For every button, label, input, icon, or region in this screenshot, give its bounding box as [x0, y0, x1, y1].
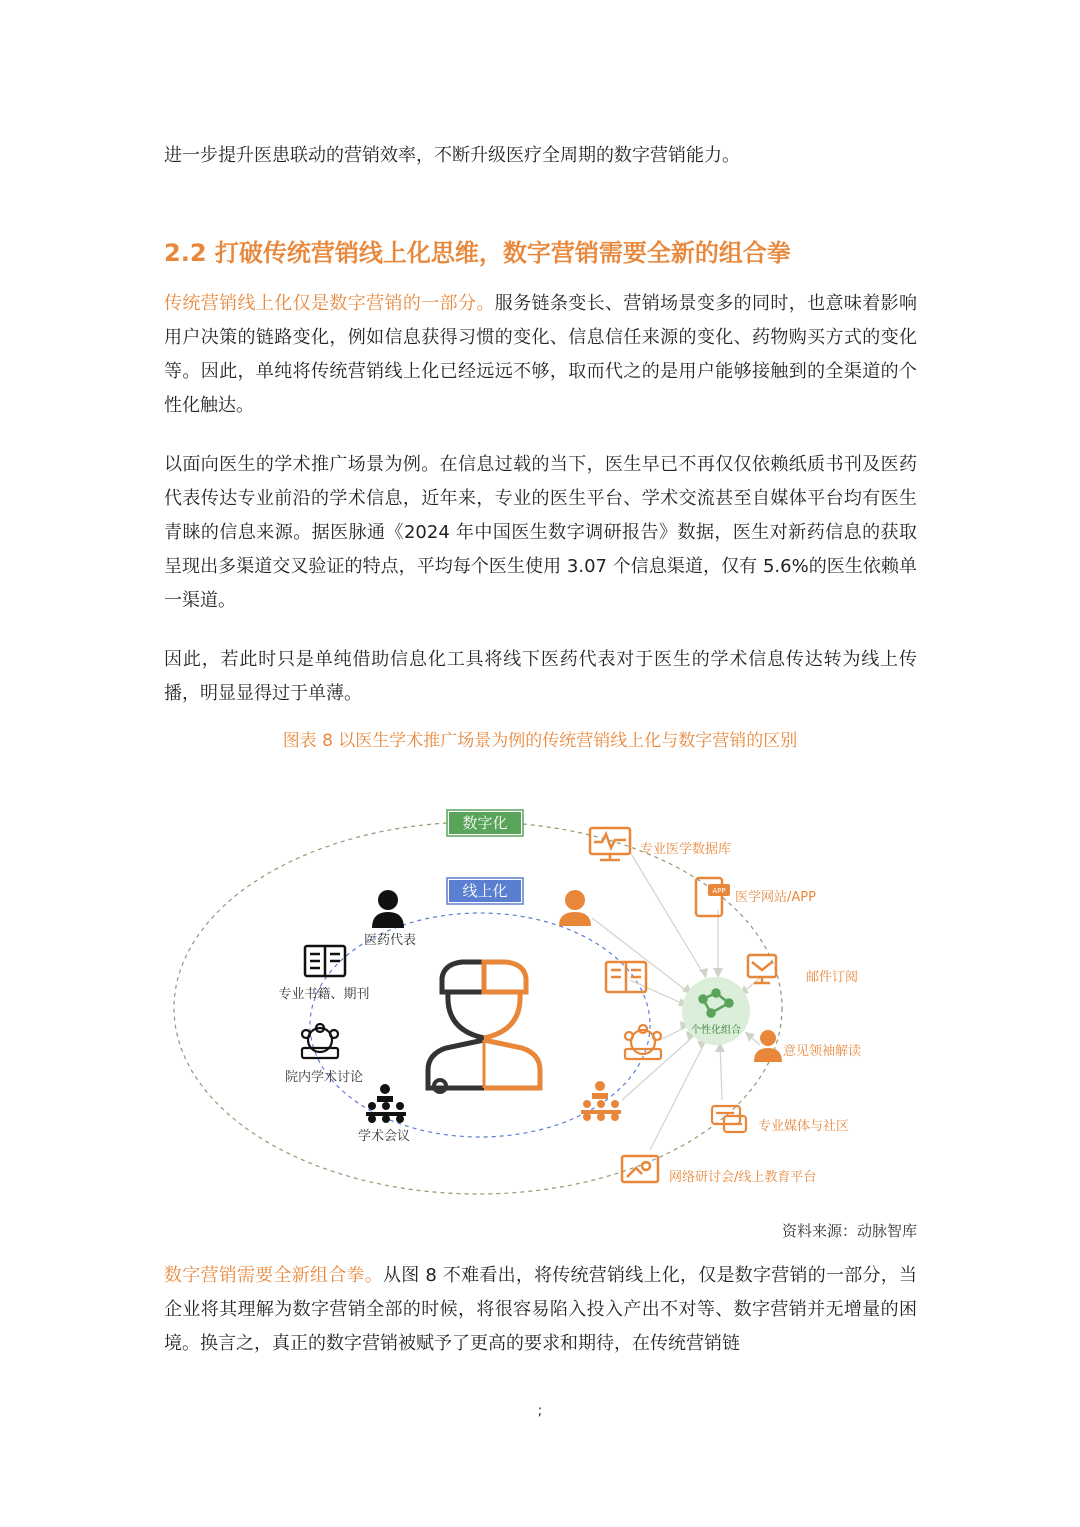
arrow-webinar — [650, 1040, 706, 1150]
page-number: ; — [537, 1403, 543, 1419]
offline-conference-label: 学术会议 — [357, 1129, 411, 1144]
paragraph-4-lead: 数字营销需要全新组合拳。 — [164, 1265, 383, 1286]
app-badge: APP — [712, 887, 726, 895]
digital-media-label: 专业媒体与社区 — [758, 1119, 850, 1134]
source-note: 资料来源：动脉智库 — [781, 1222, 917, 1240]
paragraph-1-body: 服务链条变长、营销场景变多的同时，也意味着影响用户决策的链路变化，例如信息获得习惯的变化、信息信任来源的变化、药物购买方式的变化等。因此，单纯将传统营销线上化已经远远不够，取而代之的是用户能够接触到的全渠道的个性化触达。 — [164, 293, 917, 416]
email-icon — [748, 955, 776, 983]
offline-discussion-label: 院内学术讨论 — [284, 1070, 364, 1085]
discussion-icon — [302, 1024, 338, 1058]
conference-icon — [366, 1084, 406, 1123]
online-book-icon — [606, 962, 646, 992]
online-conference-icon — [581, 1081, 621, 1121]
digital-webinar-label: 网络研讨会/线上教育平台 — [669, 1170, 817, 1185]
section-heading — [164, 233, 791, 268]
intro-paragraph: 进一步提升医患联动的营销效率，不断升级医疗全周期的数字营销能力。 — [164, 145, 740, 166]
paragraph-2: 以面向医生的学术推广场景为例。在信息过载的当下，医生早已不再仅仅依赖纸质书刊及医药代表传达专业前沿的学术信息，近年来，专业的医生平台、学术交流甚至自媒体平台均有医生青睐的信息来源。据医脉通《2024 年中国医生数字调研报告》数据，医生对新药信息的获取呈现出多渠道交叉验证的特点，平均每个医生使用 3.07 个信息渠道，仅有 5.6%的医生依赖单一渠道。 — [164, 454, 917, 611]
arrow-conference — [622, 1034, 696, 1100]
offline-rep-label: 医药代表 — [363, 933, 417, 948]
digital-label: 数字化 — [462, 814, 508, 832]
online-discussion-icon — [625, 1025, 661, 1059]
website-app-icon — [696, 878, 730, 916]
online-label: 线上化 — [462, 882, 508, 900]
digital-kol-label: 意见领袖解读 — [783, 1044, 862, 1059]
digital-email-label: 邮件订阅 — [806, 970, 859, 985]
paragraph-1-lead: 传统营销线上化仅是数字营销的一部分。 — [164, 293, 495, 314]
arrow-database — [630, 852, 706, 978]
digital-website-label: 医学网站/APP — [735, 890, 816, 905]
media-community-icon — [712, 1106, 746, 1132]
section-title: 打破传统营销线上化思维，数字营销需要全新的组合拳 — [214, 239, 791, 267]
paragraph-4 — [164, 1259, 917, 1361]
kol-icon — [754, 1030, 782, 1062]
doctor-icon — [428, 962, 540, 1092]
paragraph-4-body: 从图 8 不难看出，将传统营销线上化，仅是数字营销的一部分，当企业将其理解为数字营销全部的时候，将很容易陷入投入产出不对等、数字营销并无增量的困境。换言之，真正的数字营销被赋予了更高的要求和期待，在传统营销链 — [164, 1265, 917, 1354]
paragraph-1 — [164, 287, 917, 423]
figure-caption: 图表 8 以医生学术推广场景为例的传统营销线上化与数字营销的区别 — [282, 731, 798, 751]
section-number: 2.2 — [164, 239, 207, 267]
database-icon — [590, 828, 630, 860]
digital-database-label: 专业医学数据库 — [640, 842, 732, 857]
center-label: 个性化组合 — [691, 1025, 741, 1036]
personalized-combination-node — [682, 977, 750, 1045]
offline-book-label: 专业书籍、期刊 — [278, 987, 370, 1002]
online-rep-icon — [559, 890, 591, 926]
book-icon — [305, 946, 345, 976]
rep-icon — [372, 890, 404, 928]
paragraph-3: 因此，若此时只是单纯借助信息化工具将线下医药代表对于医生的学术信息传达转为线上传播，明显显得过于单薄。 — [164, 649, 917, 704]
channel-diagram — [0, 770, 1080, 1230]
